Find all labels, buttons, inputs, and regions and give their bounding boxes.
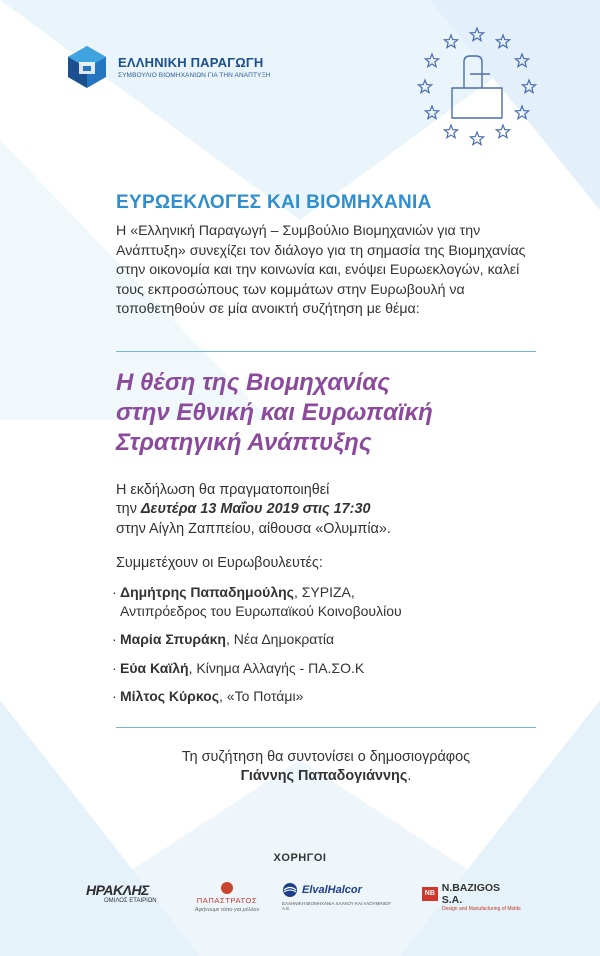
event-details (116, 481, 536, 539)
sponsor-bazigos-logo (422, 882, 522, 918)
sponsor-subtitle: Αφήνουμε τόπο για μέλλον (194, 907, 260, 913)
star-icon (496, 125, 509, 138)
topic-line-1: Η θέση της Βιομηχανίας (116, 369, 390, 396)
logo-cube-icon (64, 44, 110, 90)
event-line-2 (116, 500, 536, 519)
list-item (112, 583, 532, 620)
event-line-1: Η εκδήλωση θα πραγματοποιηθεί (116, 482, 330, 498)
event-date-prefix: την (116, 501, 141, 518)
participant-name: Δημήτρης Παπαδημούλης (120, 584, 294, 600)
event-venue: στην Αίγλη Ζαππείου, αίθουσα «Ολυμπία». (116, 520, 391, 537)
participant-party: , ΣΥΡΙΖΑ, (293, 584, 355, 600)
star-icon (444, 35, 457, 48)
bullet: · (112, 688, 117, 704)
star-icon (470, 28, 483, 41)
sponsor-papastratos-logo (192, 882, 262, 918)
star-icon (522, 80, 535, 93)
participant-name: Εύα Καϊλή (120, 659, 189, 676)
star-icon (496, 35, 509, 48)
sponsor-subtitle: ΟΜΙΛΟΣ ΕΤΑΙΡΙΩΝ (104, 898, 157, 904)
moderator-line: Τη συζήτηση θα συντονίσει ο δημοσιογράφος (181, 749, 471, 765)
organization-logo (64, 44, 271, 90)
star-icon (418, 80, 431, 93)
elval-globe-icon (282, 882, 298, 898)
sponsor-subtitle: Design and Manufacturing of Molds (442, 906, 521, 912)
sponsor-elvalhalcor-logo (282, 882, 400, 918)
star-icon (515, 106, 528, 119)
bullet: · (112, 584, 117, 600)
main-heading: ΕΥΡΩΕΚΛΟΓΕΣ ΚΑΙ ΒΙΟΜΗΧΑΝΙΑ (116, 192, 432, 213)
papastratos-mark-icon (221, 882, 233, 894)
moderator-suffix: . (407, 768, 412, 784)
moderator-note (116, 748, 536, 786)
list-item (112, 659, 532, 678)
sponsor-name: ΠΑΠΑΣΤΡΑΤΟΣ (196, 896, 258, 905)
participant-party: , Νέα Δημοκρατία (225, 631, 335, 647)
sponsor-name: ElvalHalcor (302, 884, 362, 896)
sponsor-irakleis-logo (86, 882, 172, 918)
participant-name: Μαρία Σπυράκη (120, 631, 226, 647)
participant-party: , «Το Ποτάμι» (219, 688, 304, 704)
sponsor-name: ΗΡΑΚΛΗΣ (86, 882, 149, 898)
bullet: · (112, 631, 117, 647)
moderator-name-line (116, 767, 536, 786)
event-topic (116, 368, 536, 458)
list-item (112, 687, 532, 706)
participants-title: Συμμετέχουν οι Ευρωβουλευτές: (116, 555, 323, 571)
logo-title: ΕΛΛΗΝΙΚΗ ΠΑΡΑΓΩΓΗ (118, 55, 264, 70)
star-icon (444, 125, 457, 138)
star-icon (470, 132, 483, 145)
participant-role: Αντιπρόεδρος του Ευρωπαϊκού Κοινοβουλίου (120, 602, 402, 619)
sponsor-name: N.BAZIGOS S.A. (441, 882, 501, 906)
star-icon (425, 106, 438, 119)
sponsor-subtitle: ΕΛΛΗΝΙΚΗ ΒΙΟΜΗΧΑΝΙΑ ΧΑΛΚΟΥ ΚΑΙ ΑΛΟΥΜΙΝΙΟΥ Α.Ε. (282, 901, 392, 911)
logo-subtitle: ΣΥΜΒΟΥΛΙΟ ΒΙΟΜΗΧΑΝΙΩΝ ΓΙΑ ΤΗΝ ΑΝΑΠΤΥΞΗ (118, 72, 271, 79)
topic-line-3: Στρατηγική Ανάπτυξης (116, 429, 372, 456)
star-icon (515, 54, 528, 67)
divider-bottom (116, 727, 536, 728)
bullet: · (112, 659, 117, 676)
star-icon (425, 54, 438, 67)
divider-top (116, 351, 536, 352)
topic-line-2: στην Εθνική και Ευρωπαϊκή (116, 399, 433, 426)
participant-name: Μίλτος Κύρκος (120, 688, 220, 704)
sponsors-title: ΧΟΡΗΓΟΙ (273, 852, 327, 864)
participants-list (112, 583, 532, 716)
bazigos-mark-icon: NB (422, 887, 438, 901)
event-date: Δευτέρα 13 Μαΐου 2019 στις 17:30 (140, 501, 371, 518)
participant-party: , Κίνημα Αλλαγής - ΠΑ.ΣΟ.Κ (188, 659, 365, 676)
moderator-name: Γιάννης Παπαδογιάννης (240, 768, 408, 784)
list-item (112, 630, 532, 649)
eu-stars-ballot-icon (412, 22, 542, 152)
intro-paragraph: Η «Ελληνική Παραγωγή – Συμβούλιο Βιομηχανιών για την Ανάπτυξη» συνεχίζει τον διάλογο για τη σημασία της Βιομηχανίας στην οικονομία και την κοινωνία και, ενόψει Ευρωεκλογών, καλεί τους εκπροσώπους των κομμάτων στην Ευρωβουλή να τοποθετηθούν σε μία ανοικτή συζήτηση με θέμα: (116, 223, 526, 318)
